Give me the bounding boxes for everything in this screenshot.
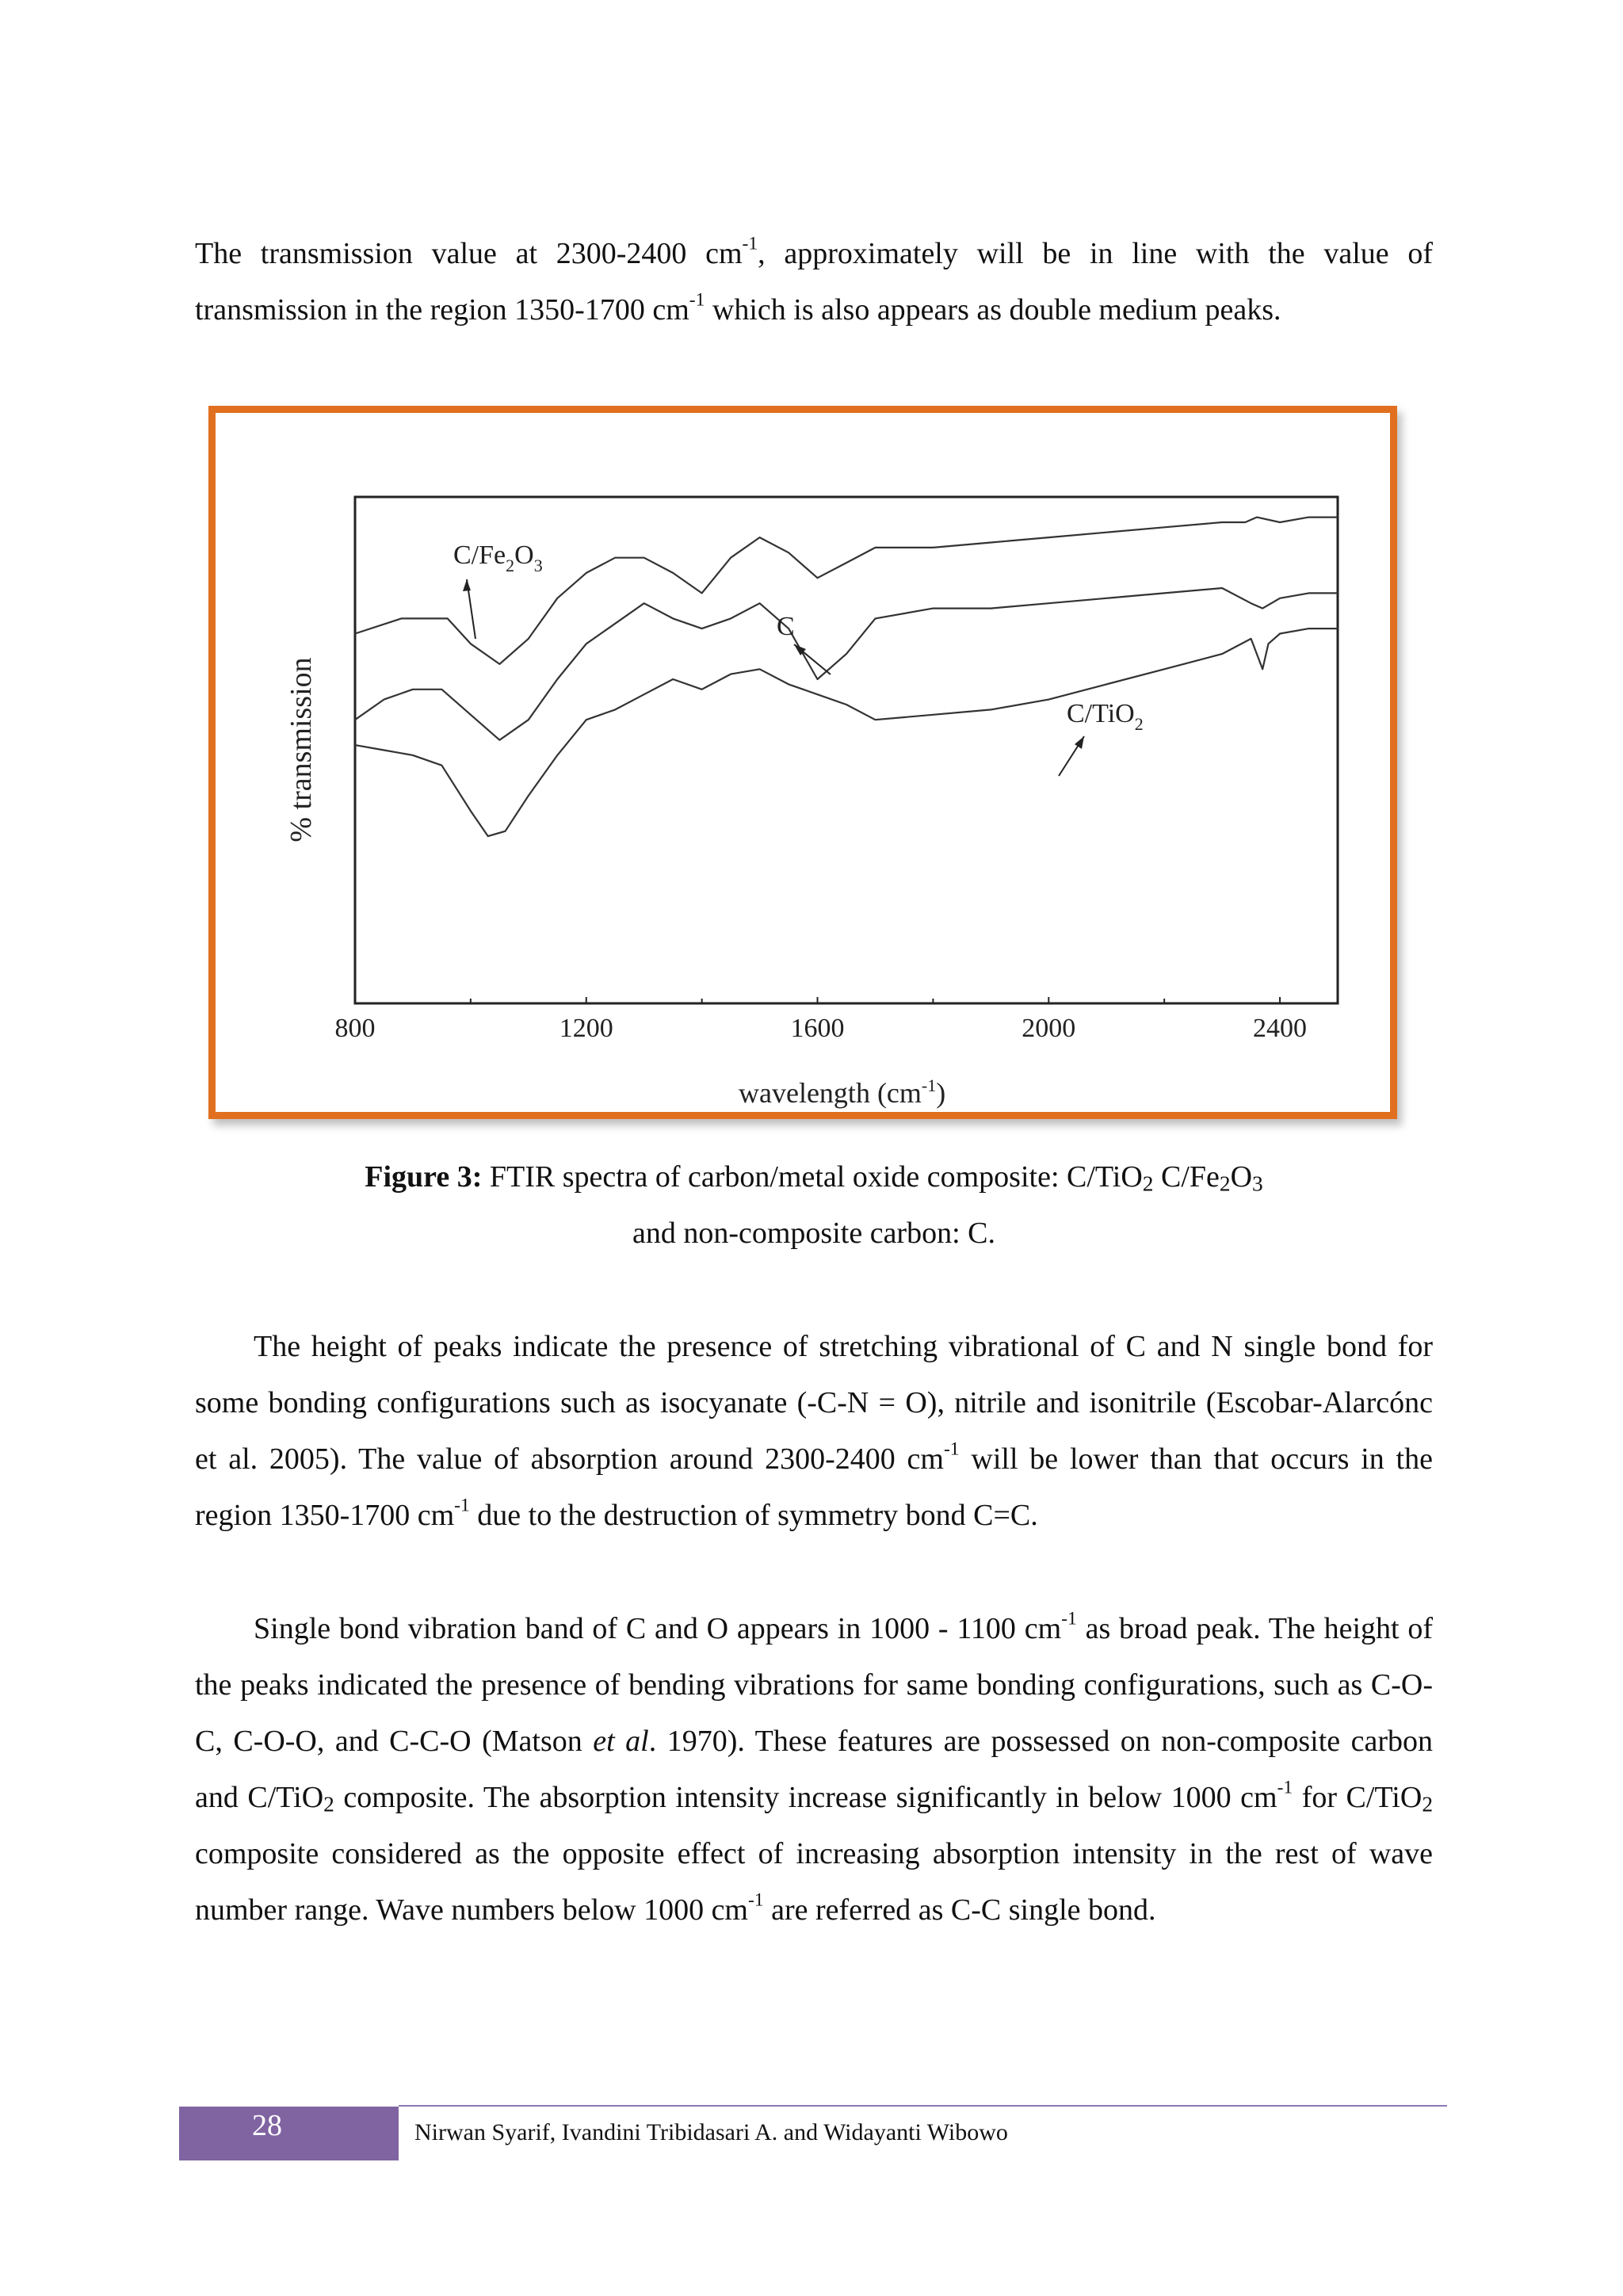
figure-caption [195, 1149, 1433, 1262]
subscript: 2 [1142, 1171, 1154, 1196]
caption-line-2: and non-composite carbon: C. [632, 1217, 995, 1250]
italic-text: et al [593, 1725, 649, 1758]
paragraph-text: Single bond vibration band of C and O appears in 1000 - 1100 cm [254, 1612, 1062, 1645]
superscript: -1 [689, 289, 705, 311]
arrowhead-icon [794, 644, 806, 655]
paragraph-text: as broad peak. The height of the peaks indicated the presence of bending vibrations for same bonding configurations, such as C-O-C, C-O-O, and C-C-O (Matson [195, 1612, 1434, 1758]
subscript: 3 [1252, 1171, 1263, 1196]
superscript: -1 [1277, 1777, 1293, 1798]
paragraph-text: for C/TiO [1293, 1781, 1423, 1814]
page-number-box [179, 2107, 399, 2160]
paragraph-1 [195, 226, 1433, 338]
paragraph-text: The transmission value at 2300-2400 cm [195, 237, 743, 270]
footer-rule [399, 2105, 1447, 2107]
plot-area-border [355, 497, 1338, 1003]
x-axis-label: wavelength $(cm^{-1})$ [739, 1075, 946, 1109]
footer-authors: Nirwan Syarif, Ivandini Tribidasari A. and Widayanti Wibowo [414, 2119, 1008, 2145]
superscript: -1 [1061, 1608, 1077, 1629]
x-tick-label: 1600 [790, 1014, 845, 1043]
superscript: -1 [454, 1495, 470, 1516]
series-line-1 [355, 588, 1338, 740]
figure-label: Figure 3: [365, 1160, 483, 1194]
caption-text: FTIR spectra of carbon/metal oxide composite: C/TiO [482, 1160, 1143, 1194]
page-number: 28 [252, 2109, 282, 2142]
paragraph-text: due to the destruction of symmetry bond C=C. [469, 1499, 1038, 1532]
x-tick-label: 2400 [1253, 1014, 1308, 1043]
x-tick-label: 2000 [1022, 1014, 1076, 1043]
arrowhead-icon [463, 579, 471, 591]
superscript: -1 [748, 1889, 764, 1911]
x-tick-label: 800 [334, 1014, 376, 1043]
series-line-2 [355, 628, 1338, 836]
annotation-c: C [777, 612, 795, 641]
paragraph-text: will be lower than that occurs in the region 1350-1700 cm [195, 1442, 1433, 1532]
superscript: -1 [742, 233, 758, 254]
paragraph-2 [195, 1319, 1433, 1544]
caption-text: C/Fe [1153, 1160, 1220, 1194]
figure-frame [208, 406, 1397, 1119]
paragraph-text: . 1970). These features are possessed on non-composite carbon and C/TiO [195, 1725, 1433, 1814]
paragraph-text: are referred as C-C single bond. [763, 1893, 1156, 1927]
ftir-chart [216, 413, 1390, 1112]
annotation-ctio2: C/TiO$_2$ [1067, 699, 1144, 734]
paragraph-text: , approximately will be in line with the value of transmission in the region 1350-1700 cm [195, 237, 1433, 327]
paragraph-text: which is also appears as double medium peaks. [705, 293, 1281, 327]
caption-text: O [1230, 1160, 1253, 1194]
x-tick-label: 1200 [559, 1014, 613, 1043]
annotation-cfe2o3: $C/Fe_2O_3$ [453, 541, 543, 575]
subscript: 2 [323, 1792, 334, 1817]
paragraph-3 [195, 1601, 1433, 1939]
superscript: -1 [943, 1438, 960, 1460]
y-axis-label: % transmission [285, 657, 318, 842]
paragraph-text: The height of peaks indicate the presence of stretching vibrational of C and N single bond for some bonding configurations such as isocyanate (-C-N = O), nitrile and isonitrile (Escobar-Alarcónc et al. 2005). The value of absorption around 2300-2400 cm [195, 1330, 1433, 1476]
subscript: 2 [1219, 1171, 1231, 1196]
paragraph-text: composite considered as the opposite effect of increasing absorption intensity in the rest of wave number range. Wave numbers below 1000 cm [195, 1837, 1433, 1927]
paragraph-text: composite. The absorption intensity increase significantly in below 1000 cm [334, 1781, 1277, 1814]
arrowhead-icon [1075, 736, 1084, 749]
subscript: 2 [1422, 1792, 1433, 1817]
